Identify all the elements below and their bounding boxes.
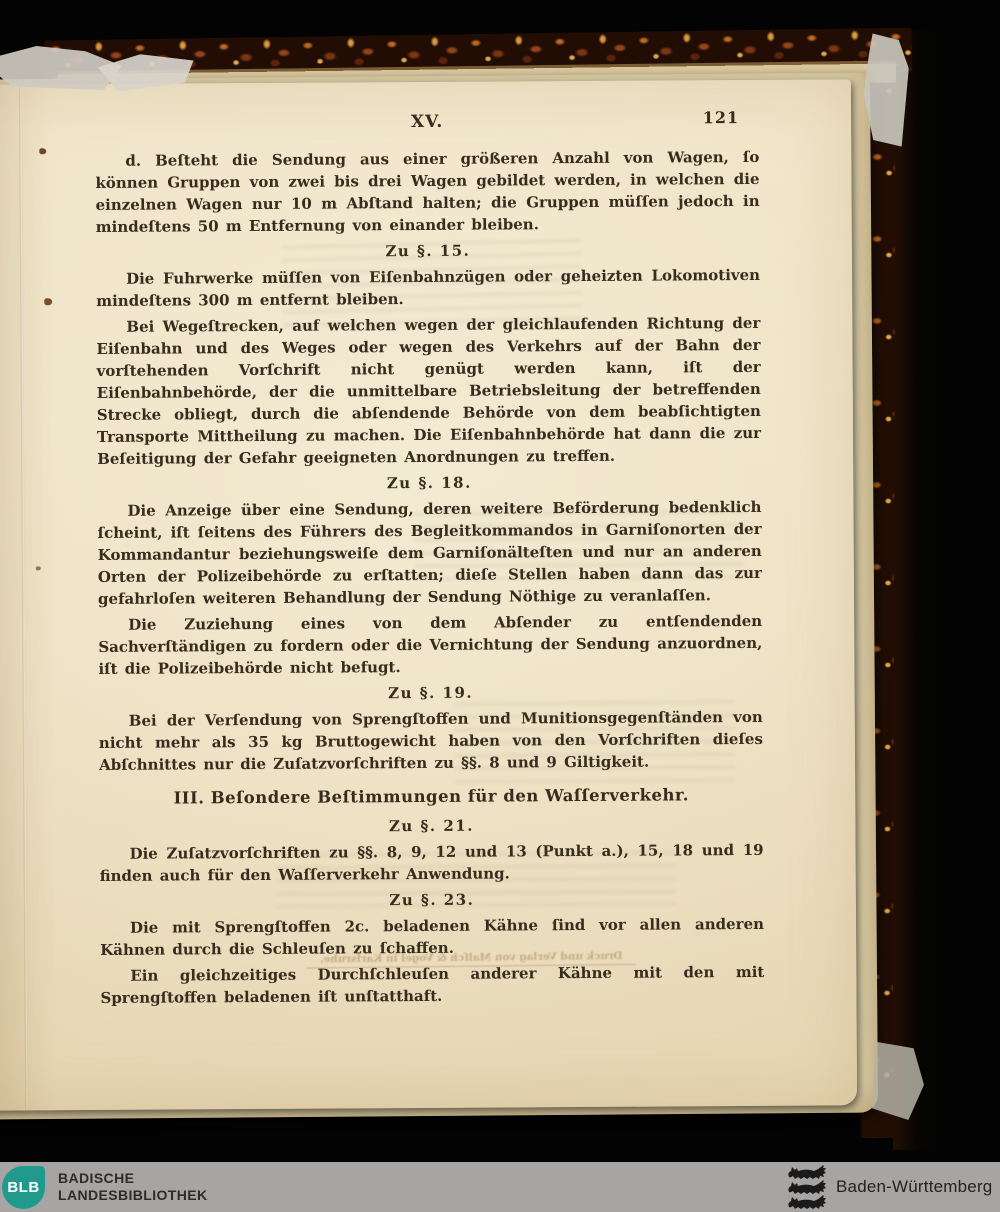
blb-library-logo[interactable]: BLB <box>2 1166 45 1209</box>
library-name <box>58 1170 208 1204</box>
chapter-heading: III. Beſondere Beſtimmungen für den Waſſerverkehr. <box>173 785 689 808</box>
body-paragraph: Die Zuziehung eines von dem Abſender zu entſendenden Sachverſtändigen zu fordern oder die Vernichtung der Sendung anzuordnen, iſt die Polizeibehörde nicht befugt. <box>98 611 763 678</box>
state-logo-lockup[interactable] <box>786 1165 992 1209</box>
paper-speck <box>36 566 41 570</box>
page-crease <box>19 84 28 1110</box>
body-paragraph: Bei der Verſendung von Sprengſtoffen und Munitionsgegenſtänden von nicht mehr als 35 kg Bruttogewicht haben von den Vorſchriften dieſes Abſchnittes nur die Zuſatzvorſchriften zu §§. 8 und 9 Giltigkeit. <box>98 707 763 774</box>
scanned-book-page <box>0 79 857 1110</box>
section-heading: Zu §. 18. <box>386 473 472 493</box>
body-paragraph: Die mit Sprengſtoffen 2c. beladenen Kähne ſind vor allen anderen Kähnen durch die Schleuſen zu ſchaffen. <box>100 914 765 959</box>
section-heading: Zu §. 21. <box>388 816 474 836</box>
body-paragraph: Ein gleichzeitiges Durchſchleuſen anderer Kähne mit den mit Sprengſtoffen beladenen iſt unſtatthaft. <box>100 962 765 1007</box>
body-paragraph: Bei Wegeſtrecken, auf welchen wegen der gleichlaufenden Richtung der Eiſenbahn und des Weges oder wegen des Verkehrs auf der Bahn der vorſtehenden Vorſchrift nicht genügt werden kann, iſt der Eiſenbahnbehörde, der die unmittelbare Betriebsleitung der betreffenden Strecke obliegt, durch die abſendende Behörde von dem beabſichtigten Transporte Mittheilung zu machen. Die Eiſenbahnbehörde hat dann die zur Beſeitigung der Gefahr geeigneten Anordnungen zu treffen. <box>96 313 762 468</box>
chapter-numeral: XV. <box>410 111 444 133</box>
library-name-line1: BADISCHE <box>58 1170 135 1186</box>
body-paragraph: d. Beſteht die Sendung aus einer größeren Anzahl von Wagen, ſo können Gruppen von zwei bis drei Wagen gebildet werden, in welchen die einzelnen Wagen nur 10 m Abſtand halten; die Gruppen müſſen jedoch in mindeſtens 50 m Entfernung von einander bleiben. <box>95 147 760 236</box>
body-paragraph: Die Zuſatzvorſchriften zu §§. 8, 9, 12 und 13 (Punkt a.), 15, 18 und 19 finden auch für den Waſſerverkehr Anwendung. <box>99 840 764 885</box>
book-edge-shadow <box>893 30 953 1150</box>
body-text <box>95 146 764 1009</box>
body-paragraph: Die Anzeige über eine Sendung, deren weitere Beförderung bedenklich ſcheint, iſt ſeitens des Führers des Begleitkommandos in Garniſonorten der Kommandantur beziehungsweiſe dem Garniſonälteſten und nur an anderen Orten der Polizeibehörde zu erſtatten; dieſe Stellen haben dann das zur gefahrloſen weiteren Behandlung der Sendung Nöthige zu veranlaſſen. <box>97 497 762 608</box>
body-paragraph: Die Fuhrwerke müſſen von Eiſenbahnzügen oder geheizten Lokomotiven mindeſtens 300 m entfernt bleiben. <box>96 265 761 310</box>
section-heading: Zu §. 19. <box>388 683 474 703</box>
page-number: 121 <box>702 108 740 128</box>
paper-speck <box>39 148 46 154</box>
paper-speck <box>44 298 52 305</box>
section-heading: Zu §. 15. <box>385 241 471 261</box>
page-text-column <box>95 110 764 1013</box>
section-heading: Zu §. 23. <box>389 890 475 910</box>
mirrored-printer-imprint: Druck und Verlag von Malſch & Vogel in Karlsruhe. <box>286 950 656 969</box>
baden-wuerttemberg-coat-of-arms-icon <box>786 1165 826 1209</box>
viewer-footer-bar <box>0 1162 1000 1212</box>
state-name-label: Baden-Württemberg <box>836 1177 993 1196</box>
library-name-line2: LANDESBIBLIOTHEK <box>58 1187 208 1203</box>
